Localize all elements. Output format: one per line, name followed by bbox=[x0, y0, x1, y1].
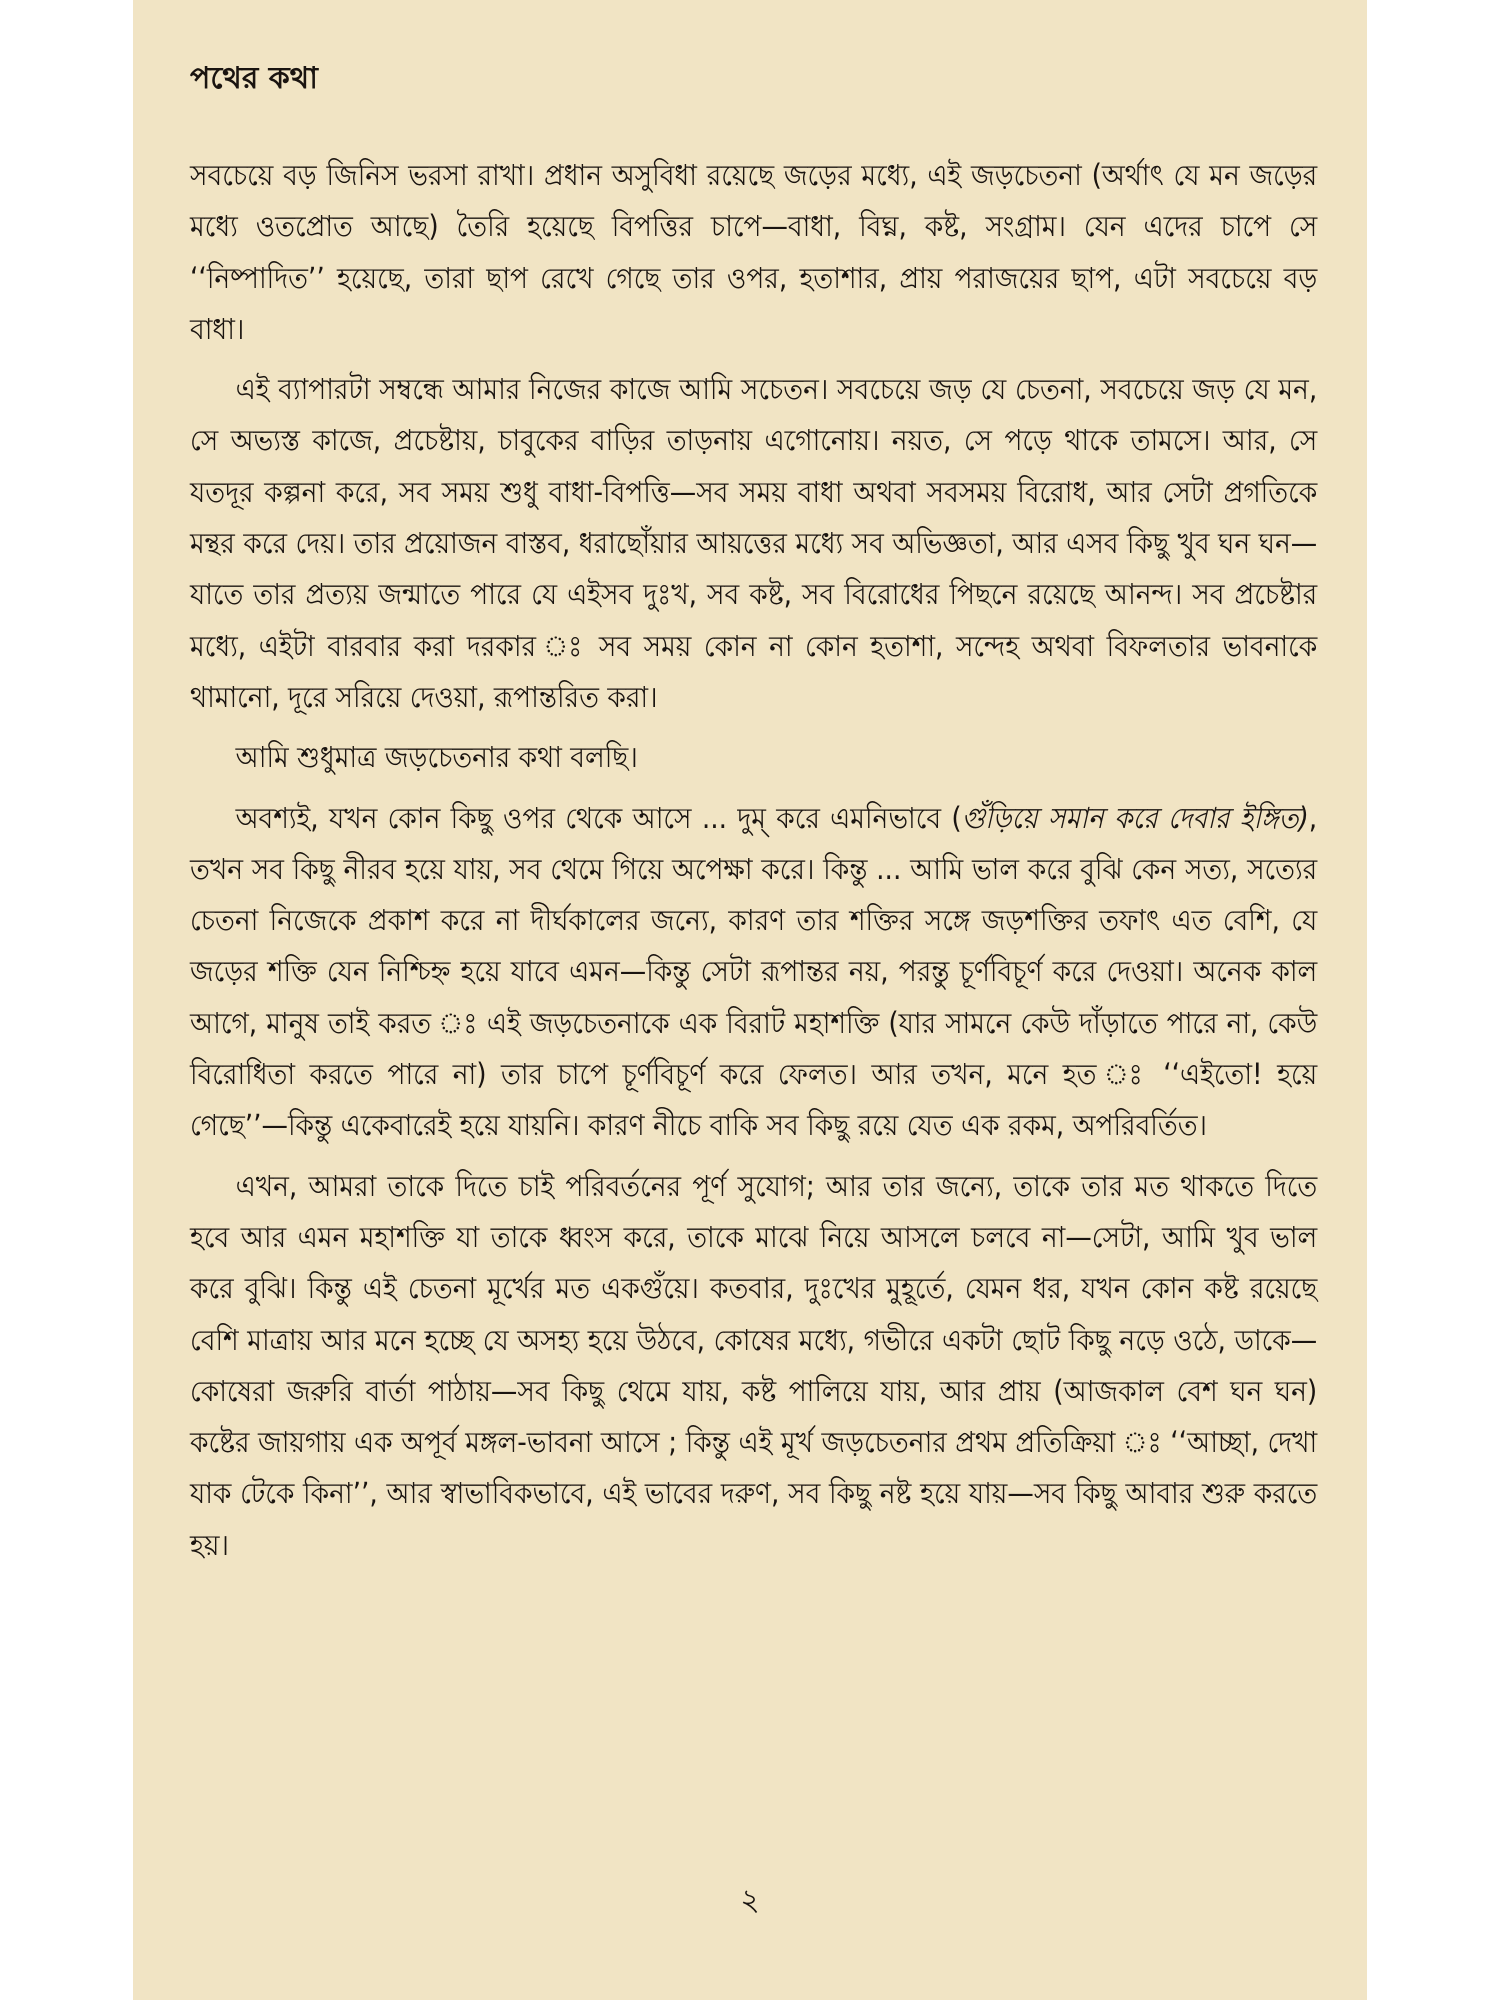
page-number: ২ bbox=[740, 1883, 760, 1918]
paragraph-4-text-start: অবশ্যই, যখন কোন কিছু ওপর থেকে আসে ... দুম্ করে এমনিভাবে ( bbox=[235, 800, 962, 835]
paragraph-3: আমি শুধুমাত্র জড়চেতনার কথা বলছি। bbox=[235, 740, 638, 775]
book-page bbox=[133, 0, 1367, 2000]
paragraph-4 bbox=[190, 793, 1317, 1152]
body-text bbox=[190, 150, 1317, 1571]
paragraph-4-text-end: , তখন সব কিছু নীরব হয়ে যায়, সব থেমে গিয়ে অপেক্ষা করে। কিন্তু ... আমি ভাল করে বুঝি কেন সত্য, সত্যের চেতনা নিজেকে প্রকাশ করে না দীর্ঘকালের জন্যে, কারণ তার শক্তির সঙ্গে জড়শক্তির তফাৎ এত বেশি, যে জড়ের শক্তি যেন নিশ্চিহ্ন হয়ে যাবে এমন—কিন্তু সেটা রূপান্তর নয়, পরন্তু চূর্ণবিচূর্ণ করে দেওয়া। অনেক কাল আগে, মানুষ তাই করত ঃ এই জড়চেতনাকে এক বিরাট মহাশক্তি (যার সামনে কেউ দাঁড়াতে পারে না, কেউ বিরোধিতা করতে পারে না) তার চাপে চূর্ণবিচূর্ণ করে ফেলত। আর তখন, মনে হত ঃ ‘‘এইতো! হয়ে গেছে’’—কিন্তু একেবারেই হয়ে যায়নি। কারণ নীচে বাকি সব কিছু রয়ে যেত এক রকম, অপরিবর্তিত। bbox=[190, 800, 1318, 1143]
paragraph-2: এই ব্যাপারটা সম্বন্ধে আমার নিজের কাজে আমি সচেতন। সবচেয়ে জড় যে চেতনা, সবচেয়ে জড় যে মন, সে অভ্যস্ত কাজে, প্রচেষ্টায়, চাবুকের বাড়ির তাড়নায় এগোনোয়। নয়ত, সে পড়ে থাকে তামসে। আর, সে যতদূর কল্পনা করে, সব সময় শুধু বাধা-বিপত্তি—সব সময় বাধা অথবা সবসময় বিরোধ, আর সেটা প্রগতিকে মন্থর করে দেয়। তার প্রয়োজন বাস্তব, ধরাছোঁয়ার আয়ত্তের মধ্যে সব অভিজ্ঞতা, আর এসব কিছু খুব ঘন ঘন—যাতে তার প্রত্যয় জন্মাতে পারে যে এইসব দুঃখ, সব কষ্ট, সব বিরোধের পিছনে রয়েছে আনন্দ। সব প্রচেষ্টার মধ্যে, এইটা বারবার করা দরকার ঃ সব সময় কোন না কোন হতাশা, সন্দেহ অথবা বিফলতার ভাবনাকে থামানো, দূরে সরিয়ে দেওয়া, রূপান্তরিত করা। bbox=[190, 372, 1318, 714]
paragraph-4-italic-note: গুঁড়িয়ে সমান করে দেবার ইঙ্গিত) bbox=[961, 800, 1309, 835]
paragraph-5: এখন, আমরা তাকে দিতে চাই পরিবর্তনের পূর্ণ সুযোগ; আর তার জন্যে, তাকে তার মত থাকতে দিতে হবে আর এমন মহাশক্তি যা তাকে ধ্বংস করে, তাকে মাঝে নিয়ে আসলে চলবে না—সেটা, আমি খুব ভাল করে বুঝি। কিন্তু এই চেতনা মূর্খের মত একগুঁয়ে। কতবার, দুঃখের মুহূর্তে, যেমন ধর, যখন কোন কষ্ট রয়েছে বেশি মাত্রায় আর মনে হচ্ছে যে অসহ্য হয়ে উঠবে, কোষের মধ্যে, গভীরে একটা ছোট কিছু নড়ে ওঠে, ডাকে—কোষেরা জরুরি বার্তা পাঠায়—সব কিছু থেমে যায়, কষ্ট পালিয়ে যায়, আর প্রায় (আজকাল বেশ ঘন ঘন) কষ্টের জায়গায় এক অপূর্ব মঙ্গল-ভাবনা আসে ; কিন্তু এই মূর্খ জড়চেতনার প্রথম প্রতিক্রিয়া ঃ ‘‘আচ্ছা, দেখা যাক টেকে কিনা’’, আর স্বাভাবিকভাবে, এই ভাবের দরুণ, সব কিছু নষ্ট হয়ে যায়—সব কিছু আবার শুরু করতে হয়। bbox=[190, 1168, 1318, 1562]
running-header-title: পথের কথা bbox=[190, 61, 318, 96]
paragraph-1: সবচেয়ে বড় জিনিস ভরসা রাখা। প্রধান অসুবিধা রয়েছে জড়ের মধ্যে, এই জড়চেতনা (অর্থাৎ যে মন জড়ের মধ্যে ওতপ্রোত আছে) তৈরি হয়েছে বিপত্তির চাপে—বাধা, বিঘ্ন, কষ্ট, সংগ্রাম। যেন এদের চাপে সে ‘‘নিষ্পাদিত’’ হয়েছে, তারা ছাপ রেখে গেছে তার ওপর, হতাশার, প্রায় পরাজয়ের ছাপ, এটা সবচেয়ে বড় বাধা। bbox=[190, 158, 1318, 346]
